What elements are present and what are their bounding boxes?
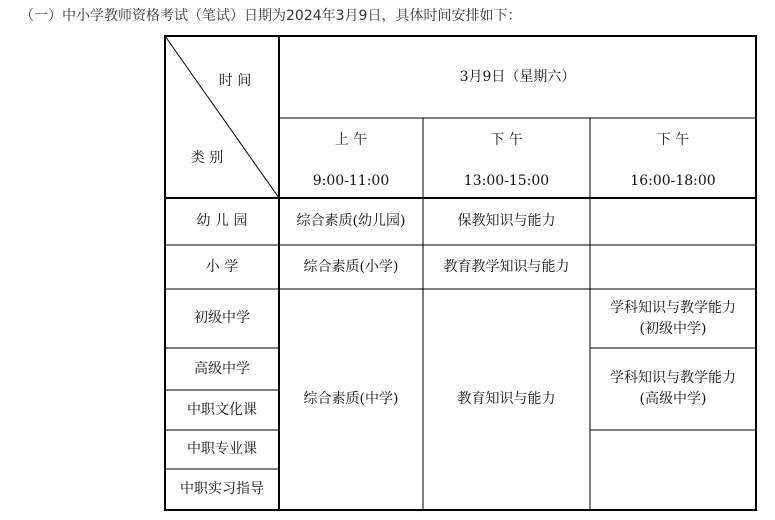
subject-senior-subject-knowledge bbox=[590, 348, 756, 430]
category-vocational-culture: 中职文化课 bbox=[187, 401, 257, 418]
subject-primary-comprehensive: 综合素质(小学) bbox=[303, 258, 399, 275]
header-date: 3月9日（星期六） bbox=[459, 68, 576, 85]
session-label-3: 下 午 bbox=[656, 131, 690, 148]
category-senior-middle: 高级中学 bbox=[194, 360, 250, 377]
session-time-3: 16:00-18:00 bbox=[630, 172, 716, 189]
subject-middle-knowledge: 教育知识与能力 bbox=[457, 391, 556, 407]
subject-junior-line2: (初级中学) bbox=[639, 320, 707, 337]
category-junior-middle: 初级中学 bbox=[194, 310, 250, 326]
subject-junior-line1: 学科知识与教学能力 bbox=[610, 299, 736, 316]
subject-primary-knowledge: 教育教学知识与能力 bbox=[443, 258, 570, 275]
session-label-2: 下 午 bbox=[490, 131, 523, 148]
category-vocational-major: 中职专业课 bbox=[187, 441, 257, 457]
subject-kindergarten-comprehensive: 综合素质(幼儿园) bbox=[296, 213, 406, 229]
category-vocational-practice: 中职实习指导 bbox=[180, 481, 264, 497]
subject-middle-comprehensive: 综合素质(中学) bbox=[303, 391, 399, 407]
subject-kindergarten-knowledge: 保教知识与能力 bbox=[457, 213, 556, 229]
session-time-1: 9:00-11:00 bbox=[312, 172, 390, 189]
subject-senior-line1: 学科知识与教学能力 bbox=[610, 370, 736, 386]
subject-senior-line2: (高级中学) bbox=[639, 391, 707, 407]
session-time-2: 13:00-15:00 bbox=[463, 172, 550, 189]
category-kindergarten: 幼 儿 园 bbox=[196, 213, 248, 229]
header-time-label: 时 间 bbox=[218, 72, 252, 89]
session-label-1: 上 午 bbox=[334, 131, 368, 148]
subject-junior-subject-knowledge bbox=[590, 289, 756, 348]
intro-text: （一）中小学教师资格考试（笔试）日期为2024年3月9日，具体时间安排如下： bbox=[20, 8, 522, 24]
header-category-label: 类 别 bbox=[190, 149, 224, 166]
category-primary: 小 学 bbox=[205, 258, 239, 275]
